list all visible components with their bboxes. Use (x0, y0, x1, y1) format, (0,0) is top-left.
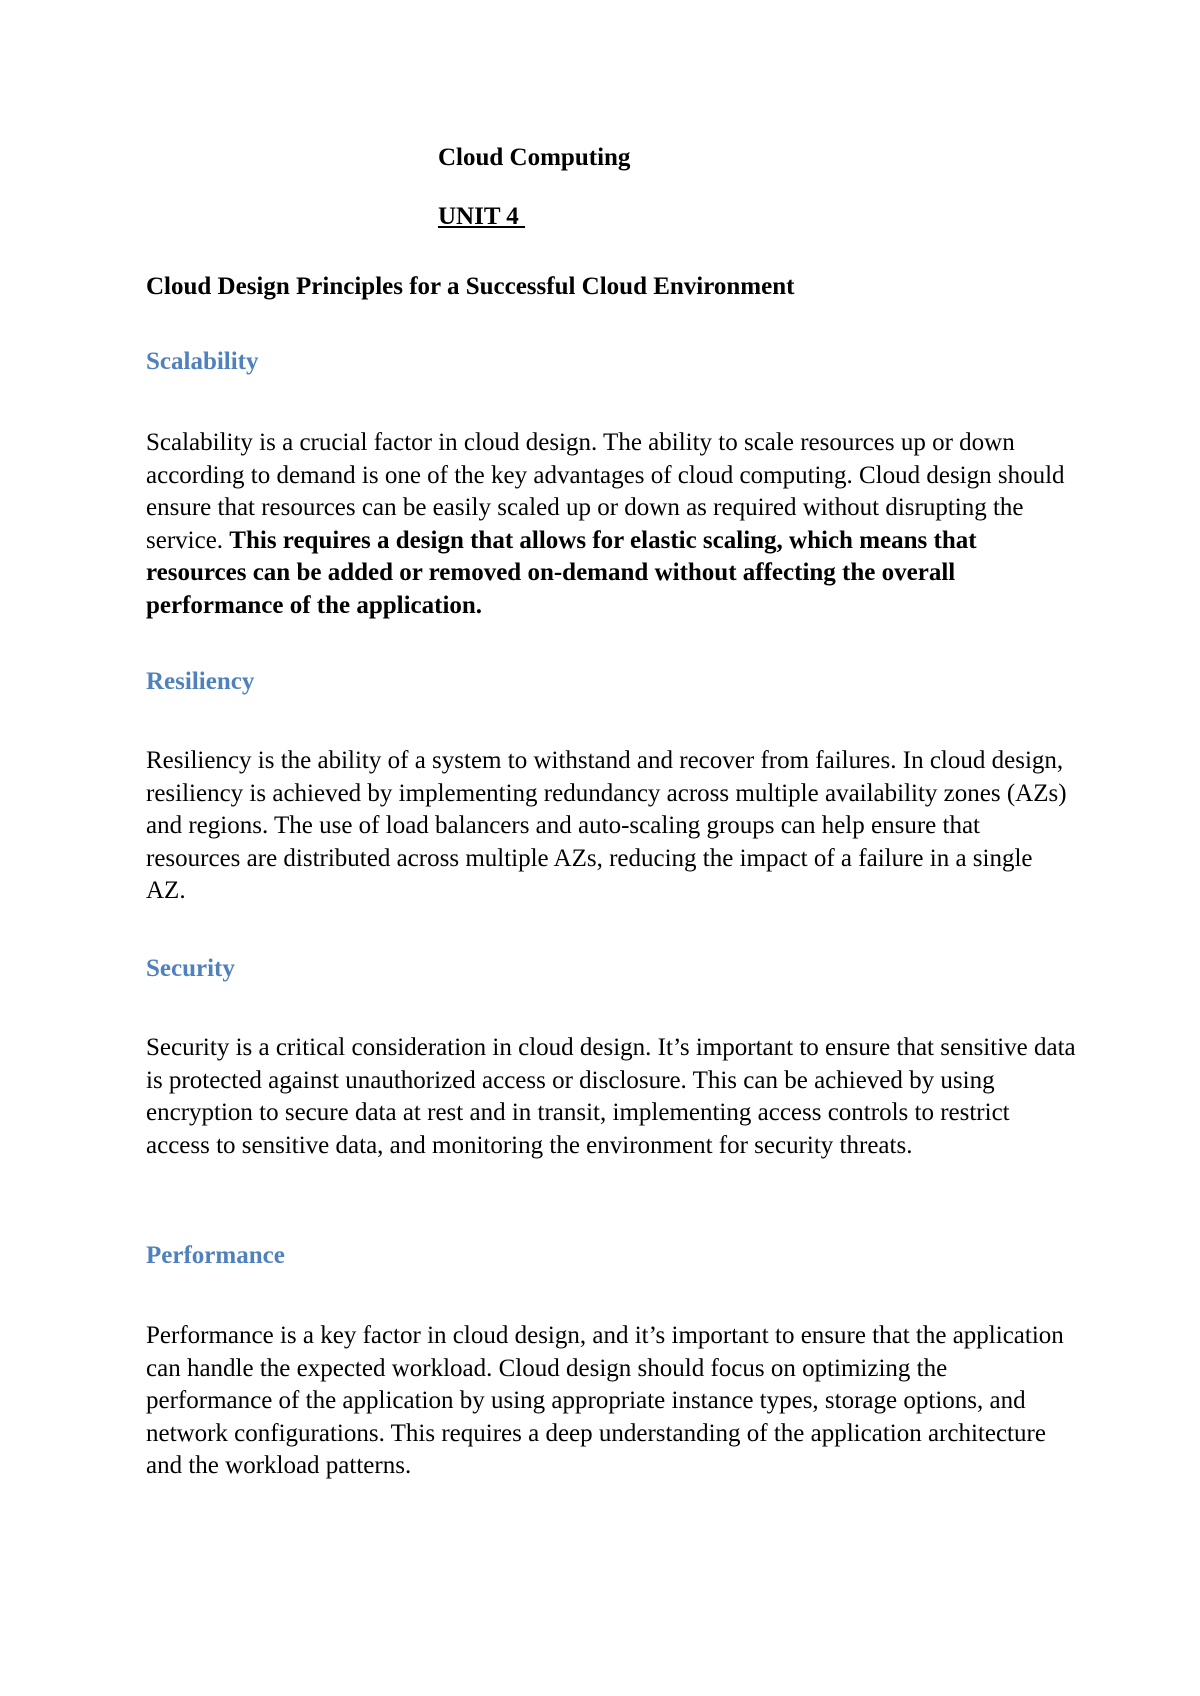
document-heading: Cloud Design Principles for a Successful Cloud Environment (146, 273, 795, 300)
section-body-resiliency: Resiliency is the ability of a system to withstand and recover from failures. In cloud design, resiliency is achieved by implementing redundancy across multiple availability zones (AZs) and regions. The use of load balancers and auto-scaling groups can help ensure that resources are distributed across multiple AZs, reducing the impact of a failure in a single AZ. (146, 747, 1067, 905)
section-body-text: Scalability is a crucial factor in cloud design. The ability to scale resources up or down according to demand is one of the key advantages of cloud computing. Cloud design should ensure that resources can be easily scaled up or down as required without disrupting the service. (146, 429, 1065, 554)
section-heading-security: Security (146, 955, 235, 982)
section-heading-performance: Performance (146, 1242, 285, 1269)
section-body-bold-text: This requires a design that allows for elastic scaling, which means that resources can be added or removed on-demand without affecting the overall performance of the application. (146, 526, 977, 619)
section-heading-scalability: Scalability (146, 348, 259, 375)
unit-label: UNIT 4 (438, 203, 526, 230)
section-body-scalability (146, 427, 1076, 623)
document-title: Cloud Computing (438, 144, 631, 171)
section-heading-resiliency: Resiliency (146, 668, 255, 695)
section-body-security: Security is a critical consideration in cloud design. It’s important to ensure that sensitive data is protected against unauthorized access or disclosure. This can be achieved by using encryption to secure data at rest and in transit, implementing access controls to restrict access to sensitive data, and monitoring the environment for security threats. (146, 1034, 1076, 1159)
section-body-performance: Performance is a key factor in cloud design, and it’s important to ensure that the application can handle the expected workload. Cloud design should focus on optimizing the performance of the application by using appropriate instance types, storage options, and network configurations. This requires a deep understanding of the application architecture and the workload patterns. (146, 1322, 1064, 1480)
